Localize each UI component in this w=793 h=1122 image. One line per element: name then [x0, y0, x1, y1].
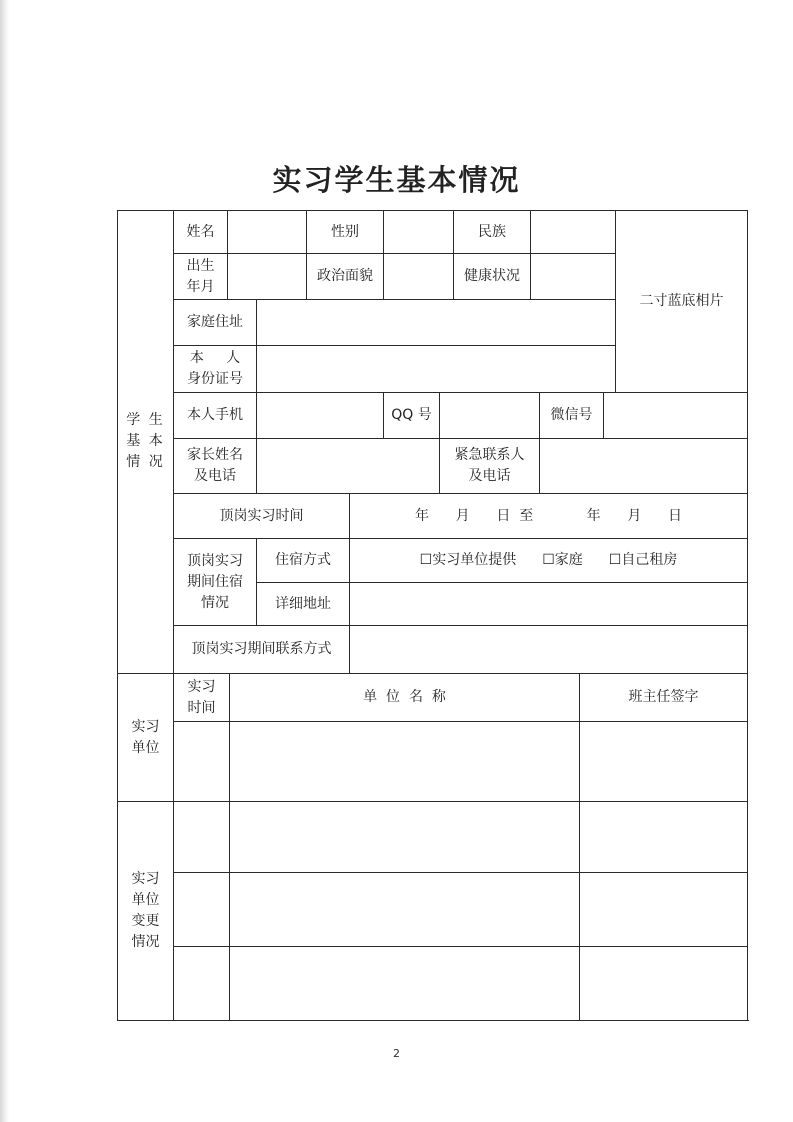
- wechat-field[interactable]: [604, 393, 747, 438]
- address-field[interactable]: [257, 300, 615, 345]
- unit-time-field[interactable]: [174, 722, 229, 801]
- housing-option-rent[interactable]: ☐自己租房: [608, 552, 678, 568]
- name-label: 姓名: [186, 223, 215, 240]
- health-label: 健康状况: [464, 268, 520, 284]
- gender-label: 性别: [331, 223, 359, 240]
- page-title: 实习学生基本情况: [272, 163, 521, 197]
- parent-field[interactable]: [257, 439, 439, 493]
- housing-option-home[interactable]: ☐家庭: [542, 552, 583, 568]
- id-number-field[interactable]: [257, 346, 615, 392]
- id-number-label: [174, 346, 256, 392]
- health-field[interactable]: [531, 254, 615, 299]
- political-field[interactable]: [384, 254, 453, 299]
- change-row-3[interactable]: [174, 947, 747, 1020]
- internship-date-range[interactable]: 年 月 日 至 年 月 日: [414, 507, 683, 524]
- id-label-line2: 身份证号: [187, 371, 243, 387]
- housing-section-label: 顶岗实习 期间住宿 情况: [187, 552, 243, 611]
- birth-field[interactable]: [228, 254, 306, 299]
- housing-options: [350, 539, 747, 582]
- birth-label: 出生 年月: [186, 257, 215, 295]
- detail-address-field[interactable]: [350, 583, 747, 625]
- section-label-unit-change: 实习 单位 变更 情况: [131, 871, 160, 950]
- qq-field[interactable]: [440, 393, 539, 438]
- political-label: 政治面貌: [317, 268, 373, 284]
- ethnicity-label: 民族: [478, 223, 506, 240]
- housing-method-label: 住宿方式: [275, 552, 331, 568]
- page-number: 2: [393, 1047, 400, 1060]
- contact-during-field[interactable]: [350, 626, 747, 673]
- emergency-field[interactable]: [540, 439, 747, 493]
- section-label-basic-info: 学 生 基 本 情 况: [126, 412, 165, 470]
- housing-option-company[interactable]: ☐实习单位提供: [419, 552, 517, 568]
- name-field[interactable]: [228, 211, 306, 253]
- phone-field[interactable]: [257, 393, 383, 438]
- unit-name-field[interactable]: [230, 722, 579, 801]
- table-border-right: [747, 210, 748, 1021]
- gender-field[interactable]: [384, 211, 453, 253]
- unit-name-header: 单 位 名 称: [363, 689, 446, 705]
- change-row-2[interactable]: [174, 873, 747, 946]
- internship-time-header: 实习 时间: [187, 678, 216, 716]
- detail-address-label: 详细地址: [275, 595, 331, 612]
- qq-label: QQ 号: [391, 407, 432, 423]
- address-label: 家庭住址: [187, 314, 243, 330]
- ethnicity-field[interactable]: [531, 211, 615, 253]
- contact-during-label: 顶岗实习期间联系方式: [191, 641, 332, 657]
- id-label-line1: 本 人: [189, 350, 241, 366]
- photo-placeholder[interactable]: 二寸蓝底相片: [639, 293, 724, 309]
- parent-label: 家长姓名 及电话: [187, 447, 243, 484]
- table-border-bottom: [117, 1020, 749, 1021]
- teacher-sign-header: 班主任签字: [628, 689, 699, 705]
- emergency-label: 紧急联系人 及电话: [454, 447, 525, 484]
- wechat-label: 微信号: [550, 407, 593, 423]
- teacher-sign-field[interactable]: [580, 722, 747, 801]
- section-label-internship-unit: 实习 单位: [131, 718, 160, 756]
- phone-label: 本人手机: [187, 407, 243, 423]
- internship-time-label: 顶岗实习时间: [219, 507, 304, 524]
- change-row-1[interactable]: [174, 802, 747, 872]
